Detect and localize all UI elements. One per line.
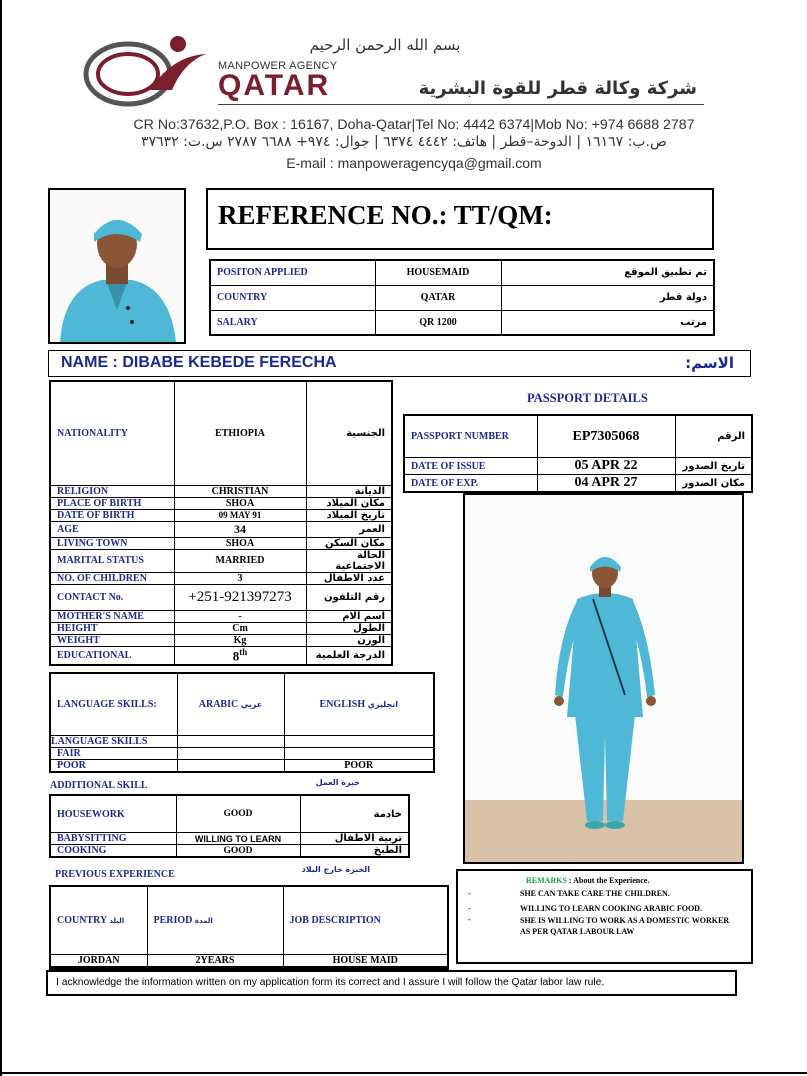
experience-job xyxy=(283,968,448,970)
experience-country-en: COUNTRY xyxy=(57,915,107,926)
experience-job: HOUSE MAID xyxy=(283,955,448,967)
remarks-heading xyxy=(526,876,649,885)
language-poor-label: POOR xyxy=(50,760,177,773)
nationality-value: ETHIOPIA xyxy=(174,381,306,485)
name-bar xyxy=(48,350,751,377)
personal-table xyxy=(49,380,393,666)
bismillah: بسم الله الرحمن الرحيم xyxy=(309,36,461,54)
personal-row xyxy=(50,381,392,485)
language-arabic-cell xyxy=(177,760,284,773)
position-table xyxy=(209,259,715,336)
full-body-photo xyxy=(463,493,744,864)
height-value: Cm xyxy=(174,622,306,634)
experience-row xyxy=(50,955,448,967)
expiry-date-value: 04 APR 27 xyxy=(537,475,675,493)
position-row xyxy=(210,310,714,335)
position-row xyxy=(210,285,714,310)
housework-label: HOUSEWORK xyxy=(50,795,176,833)
personal-row xyxy=(50,485,392,497)
remarks-title: REMARKS xyxy=(526,876,567,885)
arabic-column-ar: عربي xyxy=(240,700,263,709)
language-english-cell: POOR xyxy=(284,760,434,773)
language-row xyxy=(50,748,434,760)
passport-number-label: PASSPORT NUMBER xyxy=(404,415,537,458)
header-email: E-mail : manpoweragencyqa@gmail.com xyxy=(286,155,542,171)
children-arabic: عدد الاطفال xyxy=(306,572,392,584)
agency-name-big: QATAR xyxy=(218,69,331,102)
acknowledgement-text: I acknowledge the information written on my application form its correct and I assure I will follow the Qatar labor law rule. xyxy=(56,977,605,988)
experience-country xyxy=(50,968,147,970)
experience-period xyxy=(147,968,283,970)
language-header-label: LANGUAGE SKILLS: xyxy=(50,673,177,736)
remarks-text: SHE IS WILLING TO WORK AS A DOMESTIC WORKER AS PER QATAR LABOUR LAW xyxy=(520,916,730,936)
remarks-text: SHE CAN TAKE CARE THE CHILDREN. xyxy=(520,889,670,898)
additional-skill-title-ar: خبرة العمل xyxy=(315,778,360,787)
skill-row xyxy=(50,795,409,833)
mother-arabic: اسم الام xyxy=(306,610,392,622)
babysitting-value: WILLING TO LEARN xyxy=(176,833,300,845)
personal-row xyxy=(50,572,392,584)
english-column-header xyxy=(284,673,434,736)
language-row xyxy=(50,760,434,773)
experience-country-header xyxy=(50,886,147,955)
language-arabic-cell xyxy=(177,736,284,748)
previous-experience-title: PREVIOUS EXPERIENCE xyxy=(55,869,175,880)
english-column-en: ENGLISH xyxy=(319,699,366,710)
babysitting-arabic: تربية الاطفال xyxy=(300,833,409,845)
language-english-cell xyxy=(284,748,434,760)
passport-row xyxy=(404,475,752,493)
living-town-value: SHOA xyxy=(174,537,306,549)
personal-row xyxy=(50,549,392,572)
religion-value: CHRISTIAN xyxy=(174,485,306,497)
children-value: 3 xyxy=(174,572,306,584)
experience-header-row xyxy=(50,886,448,955)
children-label: NO. OF CHILDREN xyxy=(50,572,174,584)
english-column-ar: انجليزي xyxy=(367,700,398,709)
education-value xyxy=(174,646,306,665)
language-row xyxy=(50,736,434,748)
personal-row xyxy=(50,537,392,549)
expiry-date-label: DATE OF EXP. xyxy=(404,475,537,493)
babysitting-label: BABYSITTING xyxy=(50,833,176,845)
cooking-label: COOKING xyxy=(50,845,176,858)
issue-date-label: DATE OF ISSUE xyxy=(404,458,537,475)
housework-arabic: خادمة xyxy=(300,795,409,833)
additional-skill-title: ADDITIONAL SKILL xyxy=(50,780,148,791)
personal-row xyxy=(50,622,392,634)
weight-value: Kg xyxy=(174,634,306,646)
issue-date-arabic: تاريخ الصدور xyxy=(675,458,752,475)
experience-country-ar: البلد xyxy=(109,917,125,925)
language-table xyxy=(49,672,435,773)
page-bottom-edge xyxy=(0,1072,807,1074)
experience-country: JORDAN xyxy=(50,955,147,967)
marital-arabic: الحالة الاجتماعية xyxy=(306,549,392,572)
passport-number-arabic: الرقم xyxy=(675,415,752,458)
age-arabic: العمر xyxy=(306,521,392,537)
bullet-icon: - xyxy=(468,904,471,913)
name-label: NAME : DIBABE KEBEDE FERECHA xyxy=(61,354,337,371)
experience-period: 2YEARS xyxy=(147,955,283,967)
living-town-arabic: مكان السكن xyxy=(306,537,392,549)
position-arabic: تم تطبيق الموقع xyxy=(501,260,714,285)
mother-value: - xyxy=(174,610,306,622)
height-label: HEIGHT xyxy=(50,622,174,634)
marital-label: MARITAL STATUS xyxy=(50,549,174,572)
reference-box xyxy=(206,188,714,250)
personal-row xyxy=(50,634,392,646)
contact-value: +251-921397273 xyxy=(174,584,306,610)
weight-label: WEIGHT xyxy=(50,634,174,646)
arabic-column-header xyxy=(177,673,284,736)
skill-row xyxy=(50,833,409,845)
header-rule xyxy=(218,104,704,105)
weight-arabic: الوزن xyxy=(306,634,392,646)
language-fair-label: FAIR xyxy=(50,748,177,760)
passport-number-value: EP7305068 xyxy=(537,415,675,458)
remarks-subtitle: : About the Experience. xyxy=(568,876,650,885)
agency-logo xyxy=(80,30,220,110)
country-value: QATAR xyxy=(375,285,501,310)
contact-label: CONTACT No. xyxy=(50,584,174,610)
housework-value: GOOD xyxy=(176,795,300,833)
contact-arabic: رقم التلفون xyxy=(306,584,392,610)
bullet-icon: - xyxy=(468,889,471,898)
remarks-box xyxy=(456,869,753,964)
country-label: COUNTRY xyxy=(210,285,375,310)
remarks-text: WILLING TO LEARN COOKING ARABIC FOOD. xyxy=(520,904,702,913)
passport-title: PASSPORT DETAILS xyxy=(527,391,648,405)
education-suffix: th xyxy=(239,646,248,657)
experience-table xyxy=(49,885,449,970)
name-arabic: الاسم: xyxy=(685,354,734,372)
issue-date-value: 05 APR 22 xyxy=(537,458,675,475)
mother-label: MOTHER'S NAME xyxy=(50,610,174,622)
nationality-arabic: الجنسية xyxy=(306,381,392,485)
religion-label: RELIGION xyxy=(50,485,174,497)
marital-value: MARRIED xyxy=(174,549,306,572)
dob-arabic: تاريخ الميلاد xyxy=(306,509,392,521)
education-number: 8 xyxy=(232,648,240,663)
personal-row xyxy=(50,497,392,509)
birthplace-arabic: مكان الميلاد xyxy=(306,497,392,509)
passport-table xyxy=(403,414,753,493)
education-label: EDUCATIONAL xyxy=(50,646,174,665)
personal-row xyxy=(50,521,392,537)
birthplace-value: SHOA xyxy=(174,497,306,509)
agency-name-arabic: شركة وكالة قطر للقوة البشرية xyxy=(418,78,697,99)
living-town-label: LIVING TOWN xyxy=(50,537,174,549)
agency-name-small: MANPOWER AGENCY xyxy=(218,60,338,72)
passport-row xyxy=(404,415,752,458)
position-label: POSITON APPLIED xyxy=(210,260,375,285)
birthplace-label: PLACE OF BIRTH xyxy=(50,497,174,509)
passport-row xyxy=(404,458,752,475)
country-arabic: دولة قطر xyxy=(501,285,714,310)
dob-label: DATE OF BIRTH xyxy=(50,509,174,521)
experience-job-header: JOB DESCRIPTION xyxy=(283,886,448,955)
religion-arabic: الديانة xyxy=(306,485,392,497)
salary-label: SALARY xyxy=(210,310,375,335)
personal-row xyxy=(50,509,392,521)
age-value: 34 xyxy=(174,521,306,537)
education-arabic: الدرجة العلمية xyxy=(306,646,392,665)
arabic-column-en: ARABIC xyxy=(198,699,239,710)
experience-period-ar: المدة xyxy=(194,917,213,925)
language-header-row xyxy=(50,673,434,736)
additional-skill-table xyxy=(49,794,410,858)
page-left-edge xyxy=(0,0,2,1076)
height-arabic: الطول xyxy=(306,622,392,634)
passport-photo xyxy=(48,188,186,344)
experience-row xyxy=(50,968,448,970)
header-contact-en: CR No:37632,P.O. Box : 16167, Doha-Qatar|Tel No: 4442 6374|Mob No: +974 6688 2787 xyxy=(133,117,695,133)
salary-arabic: مرتب xyxy=(501,310,714,335)
skill-row xyxy=(50,845,409,858)
nationality-label: NATIONALITY xyxy=(50,381,174,485)
header-contact-ar: ص.ب: ١٦١٦٧ | الدوحة–قطر | هاتف: ٤٤٤٢ ٦٣٧٤ | جوال: ٩٧٤+ ٦٦٨٨ ٢٧٨٧ س.ت: ٣٧٦٣٢ xyxy=(141,134,667,150)
previous-experience-title-ar: الخبرة خارج البلاد xyxy=(301,865,370,874)
language-skills-label: LANGUAGE SKILLS xyxy=(50,736,177,748)
language-english-cell xyxy=(284,736,434,748)
acknowledgement-box xyxy=(46,970,737,996)
salary-value: QR 1200 xyxy=(375,310,501,335)
cooking-value: GOOD xyxy=(176,845,300,858)
bullet-icon: - xyxy=(468,915,471,924)
language-arabic-cell xyxy=(177,748,284,760)
personal-row xyxy=(50,646,392,665)
position-value: HOUSEMAID xyxy=(375,260,501,285)
personal-row xyxy=(50,584,392,610)
position-row xyxy=(210,260,714,285)
cooking-arabic: الطبخ xyxy=(300,845,409,858)
age-label: AGE xyxy=(50,521,174,537)
experience-period-en: PERIOD xyxy=(153,915,193,926)
experience-period-header xyxy=(147,886,283,955)
dob-value: 09 MAY 91 xyxy=(174,509,306,521)
reference-number: REFERENCE NO.: TT/QM: xyxy=(218,200,553,230)
personal-row xyxy=(50,610,392,622)
expiry-date-arabic: مكان الصدور xyxy=(675,475,752,493)
